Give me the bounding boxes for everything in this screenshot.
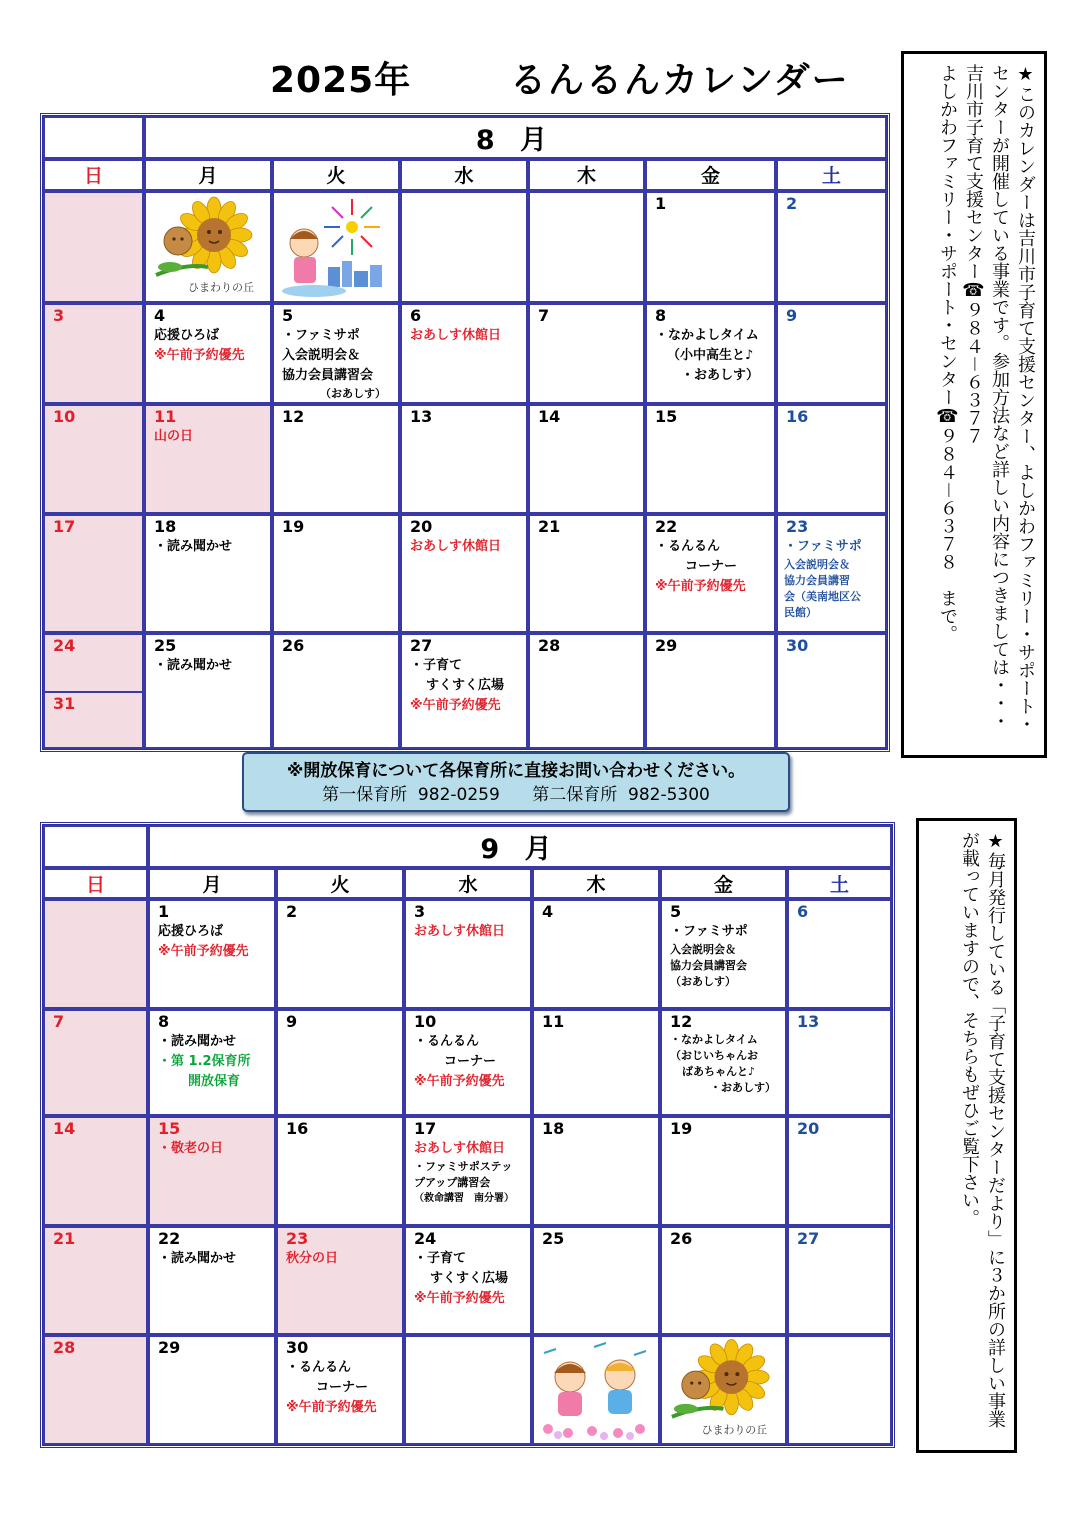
day-cell <box>776 514 887 633</box>
day-number: 15 <box>655 407 678 426</box>
day-number: 22 <box>158 1229 181 1248</box>
event-open-nursery: ・第 1.2保育所 <box>158 1054 251 1069</box>
event-text: 入会説明会＆ <box>670 943 736 956</box>
day-number: 30 <box>286 1338 309 1357</box>
day-number: 9 <box>286 1012 298 1031</box>
day-number: 18 <box>154 517 177 536</box>
day-cell <box>144 633 272 749</box>
day-number: 23 <box>786 517 809 536</box>
month-header-aug: 8 月 <box>144 116 887 159</box>
weekday-sun: 日 <box>43 868 148 899</box>
day-cell <box>43 514 144 633</box>
day-cell <box>276 899 404 1009</box>
weekday-tue: 火 <box>272 159 400 191</box>
weekday-sat: 土 <box>787 868 892 899</box>
day-number: 17 <box>414 1119 437 1138</box>
day-cell <box>43 1226 148 1335</box>
month-corner <box>43 825 148 868</box>
day-cell <box>776 303 887 404</box>
day-number: 16 <box>286 1119 309 1138</box>
day-cell-empty <box>528 191 645 303</box>
sunflower-image <box>146 193 270 301</box>
day-cell <box>787 1226 892 1335</box>
day-cell <box>776 404 887 514</box>
event-text: ・子育て <box>410 658 463 673</box>
day-cell <box>532 1116 660 1226</box>
day-cell <box>43 303 144 404</box>
day-number: 28 <box>538 636 561 655</box>
day-number: 6 <box>410 306 422 325</box>
day-cell <box>404 1116 532 1226</box>
event-note: ※午前予約優先 <box>414 1074 505 1089</box>
day-number: 24 <box>414 1229 437 1248</box>
day-cell-empty <box>787 1335 892 1445</box>
day-number: 21 <box>53 1229 76 1248</box>
day-cell <box>144 514 272 633</box>
day-number: 5 <box>282 306 294 325</box>
children-illustration <box>532 1335 660 1445</box>
event-text: プアップ講習会 <box>414 1176 491 1189</box>
sunflower-illustration <box>660 1335 787 1445</box>
day-cell <box>148 899 276 1009</box>
info-line-phone: 吉川市子育て支援センター☎９８４－６３７７ <box>963 64 984 445</box>
weekday-wed: 水 <box>400 159 528 191</box>
day-number: 1 <box>655 194 667 213</box>
day-cell <box>272 633 400 749</box>
day-number: 4 <box>154 306 166 325</box>
event-text: 協力会員講習 <box>784 574 850 587</box>
day-number: 31 <box>53 694 76 713</box>
event-closed: おあしす休館日 <box>410 539 502 554</box>
event-closed: おあしす休館日 <box>414 924 506 939</box>
day-cell <box>660 899 787 1009</box>
event-text: （小中高生と♪ <box>667 348 754 363</box>
day-cell <box>645 303 776 404</box>
day-number: 18 <box>542 1119 565 1138</box>
day-number: 6 <box>797 902 809 921</box>
event-text: 会（美南地区公 <box>784 590 861 603</box>
day-number: 16 <box>786 407 809 426</box>
day-cell <box>276 1335 404 1445</box>
day-number: 5 <box>670 902 682 921</box>
day-cell <box>404 1226 532 1335</box>
fireworks-illustration <box>272 191 400 303</box>
day-cell <box>787 899 892 1009</box>
event-text: ・子育て <box>414 1251 467 1266</box>
day-cell <box>400 303 528 404</box>
holiday-name: ・敬老の日 <box>158 1141 224 1156</box>
day-number: 25 <box>542 1229 565 1248</box>
day-cell <box>276 1116 404 1226</box>
day-cell-holiday <box>276 1226 404 1335</box>
day-cell <box>144 303 272 404</box>
day-number: 27 <box>410 636 433 655</box>
weekday-mon: 月 <box>148 868 276 899</box>
event-note: ※午前予約優先 <box>158 944 249 959</box>
day-cell <box>787 1116 892 1226</box>
event-text: ・なかよしタイム <box>655 328 759 343</box>
day-number: 14 <box>53 1119 76 1138</box>
day-cell <box>528 303 645 404</box>
info-box-calendar-about <box>901 51 1047 758</box>
day-cell <box>660 1226 787 1335</box>
event-text: ・なかよしタイム <box>670 1033 758 1046</box>
day-cell <box>645 514 776 633</box>
weekday-wed: 水 <box>404 868 532 899</box>
event-text: すくすく広場 <box>430 1271 509 1286</box>
event-text: ・ファミサポ <box>784 539 862 554</box>
day-cell-split <box>43 633 144 749</box>
day-number: 27 <box>797 1229 820 1248</box>
day-number: 26 <box>670 1229 693 1248</box>
day-cell-holiday <box>148 1116 276 1226</box>
event-text: すくすく広場 <box>426 678 505 693</box>
september-calendar <box>40 822 895 1448</box>
event-text: コーナー <box>444 1054 497 1069</box>
day-number: 17 <box>53 517 76 536</box>
event-note: ※午前予約優先 <box>410 698 501 713</box>
event-note: ※午前予約優先 <box>414 1291 505 1306</box>
day-cell <box>272 404 400 514</box>
event-text: 応援ひろば <box>158 924 224 939</box>
fireworks-image <box>274 193 398 301</box>
day-cell <box>148 1009 276 1116</box>
day-number: 30 <box>786 636 809 655</box>
day-number: 23 <box>286 1229 309 1248</box>
day-cell <box>400 404 528 514</box>
day-cell <box>645 633 776 749</box>
day-cell <box>400 633 528 749</box>
day-number: 4 <box>542 902 554 921</box>
day-number: 29 <box>655 636 678 655</box>
event-closed: おあしす休館日 <box>414 1141 506 1156</box>
day-cell <box>787 1009 892 1116</box>
info-line: ★このカレンダーは吉川市子育て支援センター、よしかわファミリー・サポート・ <box>1015 64 1036 733</box>
event-location: （救命講習 南分署） <box>414 1193 514 1204</box>
day-cell <box>532 1226 660 1335</box>
day-cell-empty <box>43 899 148 1009</box>
day-cell <box>532 899 660 1009</box>
title-year: 2025年 <box>270 60 412 101</box>
info-box-newsletter <box>916 818 1017 1453</box>
event-text: ばあちゃんと♪ <box>682 1065 756 1078</box>
day-number: 14 <box>538 407 561 426</box>
day-number: 13 <box>797 1012 820 1031</box>
day-number: 10 <box>53 407 76 426</box>
day-cell <box>148 1226 276 1335</box>
day-cell <box>660 1116 787 1226</box>
day-number: 20 <box>797 1119 820 1138</box>
august-calendar <box>40 113 890 752</box>
day-number: 24 <box>53 636 76 655</box>
day-cell-empty <box>43 191 144 303</box>
event-text: ・るんるん <box>286 1360 352 1375</box>
day-number: 21 <box>538 517 561 536</box>
day-cell-holiday <box>144 404 272 514</box>
day-cell <box>528 514 645 633</box>
sunflower-image <box>662 1337 785 1443</box>
event-text: ・ファミサポステッ <box>414 1160 513 1173</box>
day-number: 7 <box>53 1012 65 1031</box>
day-cell <box>528 633 645 749</box>
day-number: 8 <box>158 1012 170 1031</box>
event-note: ※午前予約優先 <box>154 348 245 363</box>
day-number: 29 <box>158 1338 181 1357</box>
nursery-notice <box>242 752 790 812</box>
day-cell <box>404 899 532 1009</box>
day-cell <box>272 514 400 633</box>
event-text: 民館） <box>784 606 817 619</box>
weekday-fri: 金 <box>645 159 776 191</box>
day-number: 26 <box>282 636 305 655</box>
event-text: 入会説明会＆ <box>282 348 361 363</box>
day-number: 19 <box>282 517 305 536</box>
day-cell <box>404 1009 532 1116</box>
day-number: 1 <box>158 902 170 921</box>
event-text: ・読み聞かせ <box>158 1034 237 1049</box>
calendar-title <box>40 52 885 101</box>
sunflower-illustration <box>144 191 272 303</box>
event-text: ・おあしす） <box>710 1081 776 1094</box>
day-cell <box>532 1009 660 1116</box>
day-number: 8 <box>655 306 667 325</box>
day-number: 22 <box>655 517 678 536</box>
day-cell <box>276 1009 404 1116</box>
event-note: ※午前予約優先 <box>655 579 746 594</box>
notice-phones: 第一保育所 982-0259 第二保育所 982-5300 <box>322 785 710 805</box>
day-number: 10 <box>414 1012 437 1031</box>
day-cell <box>645 404 776 514</box>
event-closed: おあしす休館日 <box>410 328 502 343</box>
weekday-thu: 木 <box>528 159 645 191</box>
event-text: ・るんるん <box>655 539 721 554</box>
event-open-nursery: 開放保育 <box>188 1074 241 1089</box>
info-line: センターが開催している事業です。参加方法など詳しい内容につきましては・・・ <box>989 64 1010 730</box>
weekday-fri: 金 <box>660 868 787 899</box>
event-text: 応援ひろば <box>154 328 220 343</box>
event-text: コーナー <box>316 1380 369 1395</box>
event-text: ・ファミサポ <box>670 924 748 939</box>
event-location: （おあしす） <box>320 387 386 400</box>
day-cell <box>660 1009 787 1116</box>
weekday-sat: 土 <box>776 159 887 191</box>
event-text: ・ファミサポ <box>282 328 360 343</box>
event-text: ・おあしす） <box>681 368 760 383</box>
day-number: 28 <box>53 1338 76 1357</box>
event-text: コーナー <box>685 559 738 574</box>
sunflower-caption: ひまわりの丘 <box>188 281 254 294</box>
day-cell <box>45 635 142 693</box>
holiday-name: 山の日 <box>154 429 194 444</box>
info-line: が載っていますので、そちらもぜひご覧下さい。 <box>959 831 980 1227</box>
weekday-mon: 月 <box>144 159 272 191</box>
day-number: 13 <box>410 407 433 426</box>
event-text: ・読み聞かせ <box>158 1251 237 1266</box>
month-corner <box>43 116 144 159</box>
info-line-phone: よしかわファミリー・サポート・センター☎９８４－６３７８ まで。 <box>937 64 958 643</box>
day-cell <box>776 191 887 303</box>
event-location: （おあしす） <box>670 975 736 988</box>
children-image <box>534 1337 658 1443</box>
event-text: ・読み聞かせ <box>154 658 233 673</box>
day-cell <box>272 303 400 404</box>
day-cell <box>43 1116 148 1226</box>
weekday-sun: 日 <box>43 159 144 191</box>
event-text: ・るんるん <box>414 1034 480 1049</box>
sunflower-caption: ひまわりの丘 <box>701 1423 768 1437</box>
weekday-thu: 木 <box>532 868 660 899</box>
day-number: 12 <box>282 407 305 426</box>
notice-line1: ※開放保育について各保育所に直接お問い合わせください。 <box>286 761 746 781</box>
day-number: 9 <box>786 306 798 325</box>
event-text: 協力会員講習会 <box>282 368 374 383</box>
day-cell-empty <box>404 1335 532 1445</box>
event-note: ※午前予約優先 <box>286 1400 377 1415</box>
event-text: 入会説明会＆ <box>784 558 850 571</box>
day-number: 7 <box>538 306 550 325</box>
day-number: 25 <box>154 636 177 655</box>
month-header-sep: 9 月 <box>148 825 892 868</box>
day-cell <box>43 1335 148 1445</box>
title-name: るんるんカレンダー <box>510 60 850 101</box>
day-number: 2 <box>786 194 798 213</box>
weekday-tue: 火 <box>276 868 404 899</box>
day-cell-empty <box>400 191 528 303</box>
day-cell <box>776 633 887 749</box>
info-line: ★毎月発行している「子育て支援センターだより」に３か所の詳しい事業 <box>985 831 1006 1428</box>
day-cell <box>43 1009 148 1116</box>
day-cell <box>400 514 528 633</box>
event-text: 協力会員講習会 <box>670 959 747 972</box>
holiday-name: 秋分の日 <box>286 1251 339 1266</box>
day-cell <box>528 404 645 514</box>
day-number: 12 <box>670 1012 693 1031</box>
day-number: 20 <box>410 517 433 536</box>
day-number: 15 <box>158 1119 181 1138</box>
day-number: 3 <box>414 902 426 921</box>
day-cell <box>645 191 776 303</box>
day-cell <box>45 693 142 714</box>
event-text: ・読み聞かせ <box>154 539 233 554</box>
day-number: 3 <box>53 306 65 325</box>
day-cell <box>43 404 144 514</box>
day-cell <box>148 1335 276 1445</box>
day-number: 19 <box>670 1119 693 1138</box>
event-text: （おじいちゃんお <box>670 1049 758 1062</box>
day-number: 11 <box>542 1012 565 1031</box>
day-number: 11 <box>154 407 177 426</box>
day-number: 2 <box>286 902 298 921</box>
